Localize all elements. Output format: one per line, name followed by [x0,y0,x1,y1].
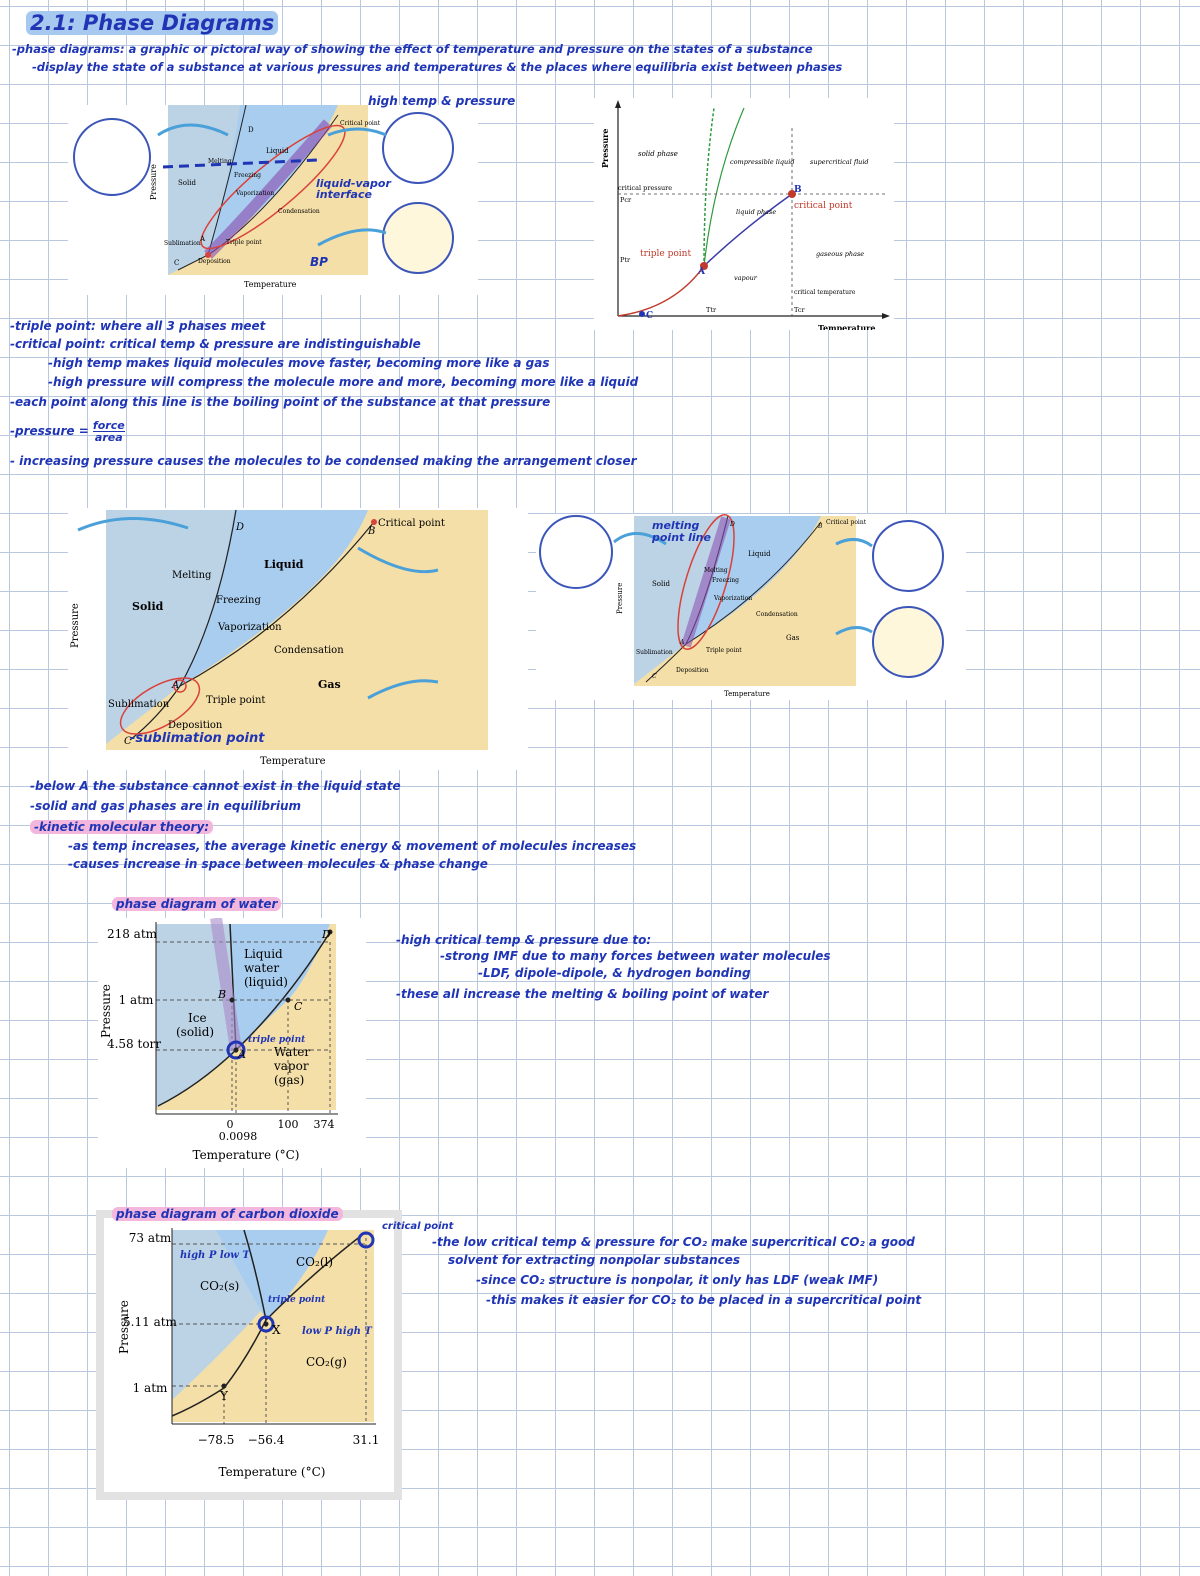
figure-water-phase-diagram [98,918,366,1168]
svg-text:CO₂(g): CO₂(g) [306,1355,347,1369]
svg-text:Pressure: Pressure [70,603,81,648]
svg-text:Ice: Ice [188,1011,207,1025]
note-kmt-1: -as temp increases, the average kinetic energy & movement of molecules increases [68,839,637,853]
svg-text:(gas): (gas) [274,1073,305,1087]
svg-text:supercritical fluid: supercritical fluid [810,158,869,166]
svg-text:Deposition: Deposition [168,720,223,731]
svg-text:CO₂(l): CO₂(l) [296,1255,334,1269]
svg-text:0: 0 [226,1118,234,1131]
svg-text:Melting: Melting [208,158,232,165]
note-high-pressure: -high pressure will compress the molecule more and more, becoming more like a liquid [48,375,639,389]
svg-text:X: X [272,1323,281,1337]
svg-text:high P low T: high P low T [180,1250,250,1261]
svg-text:Freezing: Freezing [216,595,261,606]
svg-text:1 atm: 1 atm [132,1381,168,1395]
svg-text:Sublimation: Sublimation [164,240,201,247]
svg-text:C: C [174,259,180,267]
water-note-4: -these all increase the melting & boiling point of water [396,987,769,1001]
intro-line-1: -phase diagrams: a graphic or pictoral way of showing the effect of temperature and pressure on the states of a substance [12,42,813,56]
liquid-particles-icon [873,521,943,591]
svg-text:Condensation: Condensation [274,645,344,656]
svg-text:low P high T: low P high T [302,1326,372,1337]
svg-text:Condensation: Condensation [756,611,798,618]
fig1-ylabel: Pressure [149,164,158,200]
svg-text:liquid phase: liquid phase [736,208,777,216]
svg-text:D: D [322,928,331,941]
svg-text:critical pressure: critical pressure [618,184,673,192]
svg-text:Condensation: Condensation [278,208,320,215]
svg-text:A: A [238,1048,246,1061]
svg-text:1 atm: 1 atm [118,993,154,1007]
svg-text:solid phase: solid phase [638,150,678,158]
co2-annotation-critical: critical point [382,1221,454,1232]
svg-text:Critical point: Critical point [340,120,381,127]
svg-text:Vaporization: Vaporization [236,190,275,197]
svg-text:CO₂(s): CO₂(s) [200,1279,240,1293]
svg-text:Ptr: Ptr [620,256,631,264]
svg-text:Pressure: Pressure [117,1300,131,1354]
figure-phase-diagram-4 [536,514,966,700]
svg-text:−78.5: −78.5 [197,1433,235,1447]
svg-text:Water: Water [274,1045,311,1059]
water-note-3: -LDF, dipole-dipole, & hydrogen bonding [478,966,751,980]
co2-note-1: -the low critical temp & pressure for CO₂ make supercritical CO₂ a good [432,1235,915,1249]
svg-text:(liquid): (liquid) [244,975,288,989]
svg-text:Temperature: Temperature [818,323,876,330]
svg-text:218 atm: 218 atm [106,927,158,941]
svg-text:water: water [244,961,280,975]
svg-text:Temperature: Temperature [260,756,326,767]
water-note-1: -high critical temp & pressure due to: [396,933,652,947]
svg-text:Solid: Solid [652,580,670,588]
svg-text:Freezing: Freezing [712,577,739,584]
note-kmt-2: -causes increase in space between molecules & phase change [68,857,488,871]
co2-heading: phase diagram of carbon dioxide [112,1208,343,1220]
solid-particles-icon [540,516,612,588]
svg-text:A: A [172,680,180,691]
gas-particles-icon [873,607,943,677]
svg-text:B: B [794,185,802,195]
svg-text:Triple point: Triple point [706,647,742,654]
svg-text:Gas: Gas [318,678,341,691]
svg-text:Temperature (°C): Temperature (°C) [218,1465,326,1479]
note-equilibrium: -solid and gas phases are in equilibrium [30,799,302,813]
svg-text:31.1: 31.1 [352,1433,380,1447]
svg-text:Solid: Solid [132,600,164,613]
note-triple-point: -triple point: where all 3 phases meet [10,319,266,333]
note-critical-point: -critical point: critical temp & pressure are indistinguishable [10,337,421,351]
note-high-temp: -high temp makes liquid molecules move faster, becoming more like a gas [48,356,550,370]
intro-line-2: -display the state of a substance at various pressures and temperatures & the places where equilibria exist between phases [32,60,843,74]
svg-text:Gas: Gas [786,634,800,642]
svg-text:critical point: critical point [794,201,853,211]
solid-particles-icon [74,119,150,195]
fig4-annotation: melting point line [652,519,711,545]
svg-text:Liquid: Liquid [244,947,283,961]
note-pressure-formula: -pressure = force area [10,419,125,444]
svg-text:A: A [200,235,206,243]
svg-text:5.11 atm: 5.11 atm [123,1315,177,1329]
svg-text:triple point: triple point [248,1035,306,1045]
co2-note-2: solvent for extracting nonpolar substances [448,1253,741,1267]
svg-text:(solid): (solid) [176,1025,215,1039]
svg-text:triple point: triple point [640,249,692,259]
svg-text:Vaporization: Vaporization [714,595,753,602]
svg-text:Pcr: Pcr [620,196,632,204]
svg-text:B: B [818,523,823,530]
svg-text:Temperature: Temperature [724,690,770,698]
svg-text:B: B [368,526,376,537]
fig1-xlabel: Temperature [244,280,297,289]
svg-text:Pressure: Pressure [99,984,113,1038]
svg-text:Triple point: Triple point [226,239,262,246]
svg-text:D: D [236,522,245,533]
note-kmt: -kinetic molecular theory: [30,821,213,833]
svg-text:Y: Y [220,1389,228,1403]
fig1-annotation-bp: BP [310,255,328,269]
svg-text:100: 100 [277,1118,299,1131]
svg-text:D: D [730,521,735,528]
svg-text:gaseous phase: gaseous phase [816,250,865,258]
co2-note-3: -since CO₂ structure is nonpolar, it only has LDF (weak IMF) [476,1273,879,1287]
svg-text:vapour: vapour [734,274,757,282]
svg-text:Melting: Melting [172,570,212,581]
svg-text:Deposition: Deposition [676,667,709,674]
fig1-annotation-interface: liquid-vapor interface [316,177,391,201]
svg-text:vapor: vapor [274,1059,309,1073]
svg-text:Vaporization: Vaporization [218,622,282,633]
svg-text:A: A [680,639,685,646]
svg-text:Liquid: Liquid [748,550,771,558]
svg-text:Temperature (°C): Temperature (°C) [192,1148,300,1162]
gas-particles-icon [383,203,453,273]
fig1-annotation-high: high temp & pressure [368,94,516,108]
figure-co2-phase-diagram [96,1210,402,1500]
svg-text:Ttr: Ttr [706,306,717,314]
note-boiling-point: -each point along this line is the boiling point of the substance at that pressure [10,395,551,409]
svg-text:Liquid: Liquid [266,147,289,155]
svg-text:C: C [652,673,657,680]
water-heading: phase diagram of water [112,898,281,910]
fig3-annotation-sublimation-point: -sublimation point [130,731,265,746]
svg-text:Triple point: Triple point [206,695,266,706]
svg-text:Critical point: Critical point [378,518,445,529]
svg-text:Liquid: Liquid [264,558,304,571]
co2-note-4: -this makes it easier for CO₂ to be placed in a supercritical point [486,1293,922,1307]
svg-text:Freezing: Freezing [234,172,261,179]
note-increasing-pressure: - increasing pressure causes the molecules to be condensed making the arrangement closer [10,454,637,468]
svg-text:4.58 torr: 4.58 torr [106,1037,162,1051]
svg-text:compressible liquid: compressible liquid [730,158,795,166]
svg-text:C: C [646,311,654,321]
liquid-particles-icon [383,113,453,183]
figure-phase-diagram-1 [68,105,478,295]
svg-text:0.0098: 0.0098 [218,1130,258,1143]
note-below-a: -below A the substance cannot exist in the liquid state [30,779,401,793]
svg-text:Melting: Melting [704,567,728,574]
svg-text:−56.4: −56.4 [247,1433,285,1447]
svg-text:Tcr: Tcr [794,306,805,314]
svg-text:D: D [248,126,254,134]
svg-text:Deposition: Deposition [198,258,231,265]
svg-text:Pressure: Pressure [600,128,610,168]
svg-text:B: B [218,988,227,1001]
svg-text:Sublimation: Sublimation [108,699,170,710]
svg-text:Sublimation: Sublimation [636,649,673,656]
page-title: 2.1: Phase Diagrams [26,13,278,34]
svg-text:Critical point: Critical point [826,519,867,526]
svg-text:C: C [124,736,132,747]
water-note-2: -strong IMF due to many forces between water molecules [440,949,831,963]
svg-text:Pressure: Pressure [616,582,624,614]
svg-text:C: C [294,1000,303,1013]
svg-text:triple point: triple point [268,1295,326,1305]
co2-ylabel-73: 73 atm [128,1231,172,1245]
svg-text:Solid: Solid [178,179,196,187]
figure-phase-diagram-2 [594,98,894,330]
svg-text:critical temperature: critical temperature [794,289,856,296]
svg-text:374: 374 [313,1118,335,1131]
svg-text:A: A [698,267,705,277]
